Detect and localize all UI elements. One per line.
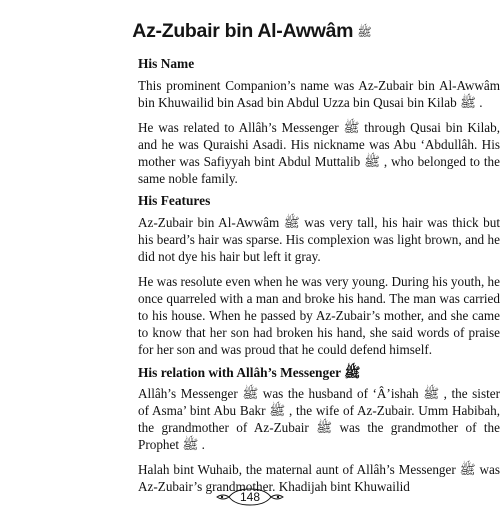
paragraph-features-1: Az-Zubair bin Al-Awwâm ﷺ was very tall, his hair was thick but his beard’s hair was sparse. His complexion was light brown, and he did not dye his hair but left it gray.: [138, 215, 500, 264]
paragraph-name-1: This prominent Companion’s name was Az-Zubair bin Al-Awwâm bin Khuwailid bin Asad bin Abdul Uzza bin Qusai bin Kilab ﷺ .: [138, 78, 500, 110]
title-honorific: ﷺ: [357, 25, 372, 39]
paragraph-features-2: He was resolute even when he was very young. During his youth, he once quarreled with a man and broke his hand. The man was carried to his house. When he passed by Az-Zubair’s mother, and she came to know that her son had broken his hand, she said words of praise for her son and was proud that he could defend himself.: [138, 274, 500, 357]
section-heading-relation: His relation with Allâh’s Messenger ﷺ: [138, 365, 361, 380]
paragraph-relation-2: Halah bint Wuhaib, the maternal aunt of Allâh’s Messenger ﷺ was Az-Zubair’s grandmother. Khadijah bint Khuwailid: [138, 462, 500, 494]
paragraph-relation-1: Allâh’s Messenger ﷺ was the husband of ‘Â’ishah ﷺ , the sister of Asma’ bint Abu Bakr ﷺ , the wife of Az-Zubair. Umm Habibah, the grandmother of Az-Zubair ﷺ was the grandmother of the Prophet ﷺ .: [138, 386, 500, 452]
section-heading-name: His Name: [138, 56, 195, 71]
paragraph-name-2: He was related to Allâh’s Messenger ﷺ through Qusai bin Kilab, and he was Quraishi Asadi. His nickname was Abu ‘Abdullâh. His mother was Safiyyah bint Abdul Muttalib ﷺ , who belonged to the same noble family.: [138, 120, 500, 186]
section-heading-features: His Features: [138, 193, 211, 208]
page-title: [10, 20, 494, 43]
page-number-ornament: [215, 487, 285, 507]
page-footer: [0, 487, 500, 507]
page-number: 148: [239, 490, 261, 504]
title-text: Az-Zubair bin Al-Awwâm: [132, 20, 354, 42]
book-page: [0, 20, 500, 520]
